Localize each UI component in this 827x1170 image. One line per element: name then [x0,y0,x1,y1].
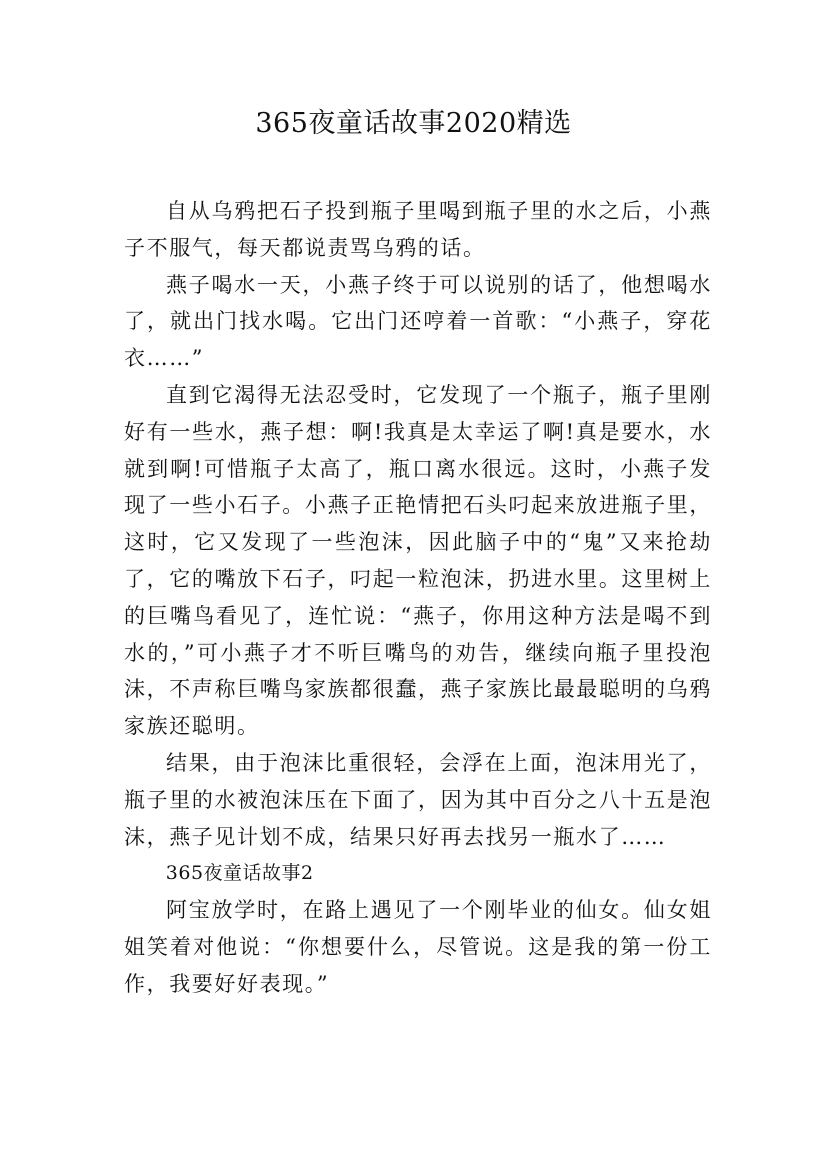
paragraph-4: 结果，由于泡沫比重很轻，会浮在上面，泡沫用光了，瓶子里的水被泡沫压在下面了，因为其中百分之八十五是泡沫，燕子见计划不成，结果只好再去找另一瓶水了…… [124,750,712,849]
document-title: 365夜童话故事2020精选 [255,108,572,139]
paragraph-1: 自从乌鸦把石子投到瓶子里喝到瓶子里的水之后，小燕子不服气，每天都说责骂乌鸦的话。 [124,199,712,260]
paragraph-3: 直到它渴得无法忍受时，它发现了一个瓶子，瓶子里刚好有一些水，燕子想：啊!我真是太幸运了啊!真是要水，水就到啊!可惜瓶子太高了，瓶口离水很远。这时，小燕子发现了一些小石子。小燕子正艳情把石头叼起来放进瓶子里，这时，它又发现了一些泡沫，因此脑子中的“鬼”又来抢劫了，它的嘴放下石子，叼起一粒泡沫，扔进水里。这里树上的巨嘴鸟看见了，连忙说：“燕子，你用这种方法是喝不到水的，”可小燕子才不听巨嘴鸟的劝告，继续向瓶子里投泡沫，不声称巨嘴鸟家族都很蠢，燕子家族比最最聪明的乌鸦家族还聪明。 [124,382,712,739]
paragraph-2: 燕子喝水一天，小燕子终于可以说别的话了，他想喝水了，就出门找水喝。它出门还哼着一首歌：“小燕子，穿花衣……” [124,272,712,371]
document-body [124,193,712,1003]
section-paragraph-1: 阿宝放学时，在路上遇见了一个刚毕业的仙女。仙女姐姐笑着对他说：“你想要什么，尽管说。这是我的第一份工作，我要好好表现。” [124,898,712,996]
section-heading: 365夜童话故事2 [165,862,314,885]
